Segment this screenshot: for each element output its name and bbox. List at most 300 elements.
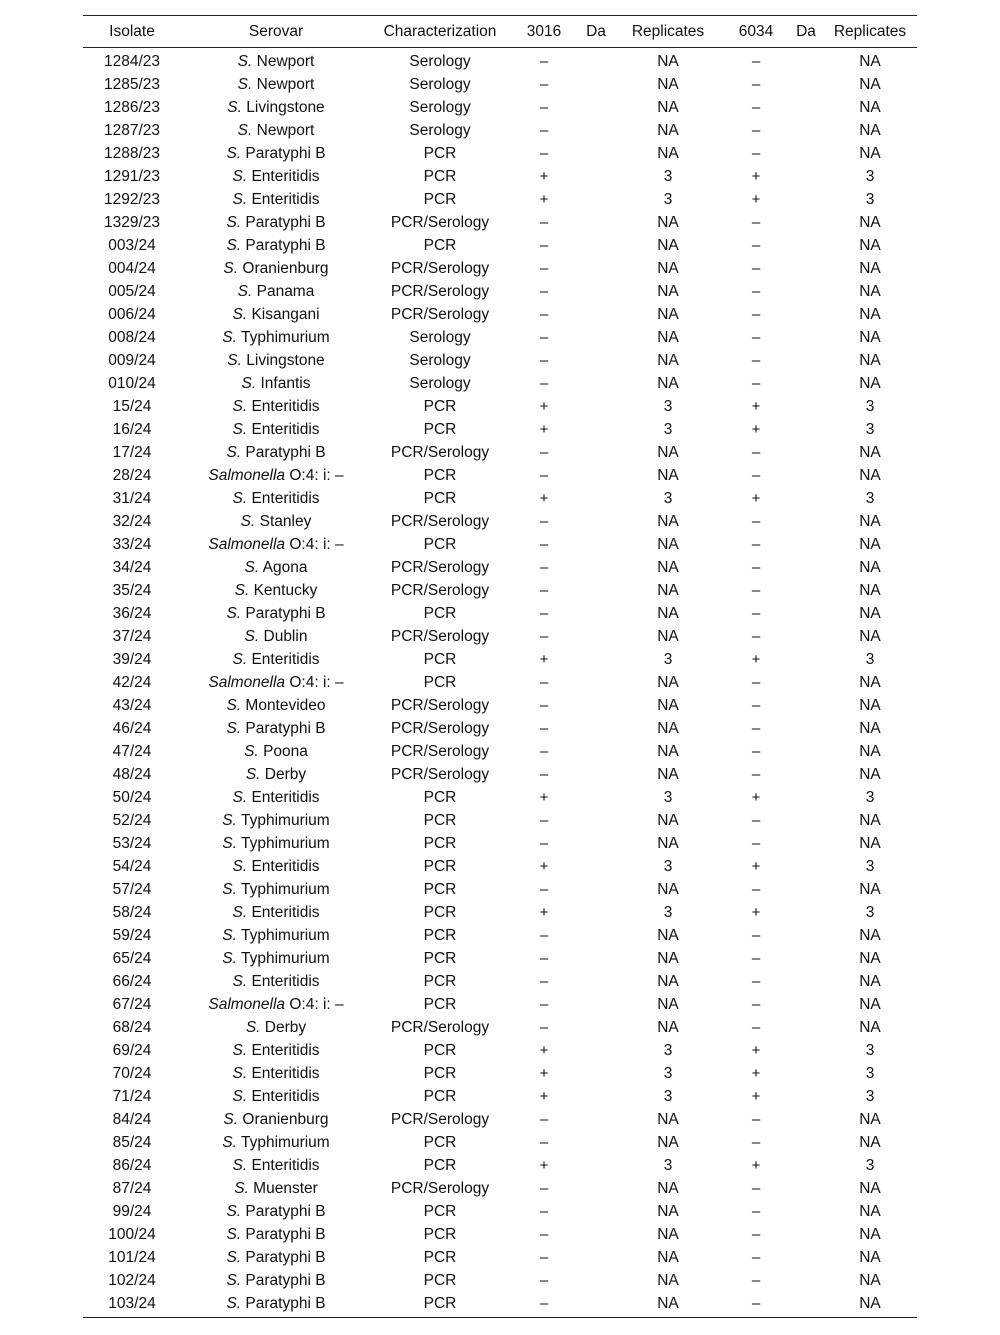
isolate-cell: 1291/23 xyxy=(103,167,161,185)
serovar-name: O:4: i: – xyxy=(289,535,344,553)
da-3016-cell xyxy=(579,1223,613,1246)
characterization-cell: Serology xyxy=(409,98,471,116)
serovar-cell xyxy=(181,694,371,717)
da-6034-cell xyxy=(789,96,823,119)
da-3016-cell xyxy=(579,625,613,648)
da-6034-cell xyxy=(789,855,823,878)
serovar-name: Enteritidis xyxy=(251,1064,320,1082)
da-6034-cell xyxy=(789,717,823,740)
table-row xyxy=(83,625,917,648)
serovar-name: Infantis xyxy=(260,374,311,392)
da-3016-cell xyxy=(579,809,613,832)
serovar-cell xyxy=(181,96,371,119)
characterization-cell: PCR xyxy=(423,949,457,967)
da-6034-cell xyxy=(789,901,823,924)
result-6034-cell: – xyxy=(751,375,761,392)
table-row xyxy=(83,257,917,280)
serovar-genus: S. xyxy=(226,144,242,162)
da-6034-cell xyxy=(789,1039,823,1062)
da-6034-cell xyxy=(789,1177,823,1200)
serovar-genus: S. xyxy=(244,627,260,645)
table-row xyxy=(83,855,917,878)
isolate-cell: 58/24 xyxy=(112,903,152,921)
table-row xyxy=(83,464,917,487)
result-6034-cell: + xyxy=(751,904,761,921)
result-6034-cell: + xyxy=(751,490,761,507)
replicates-6034-cell: 3 xyxy=(865,1041,875,1059)
da-6034-cell xyxy=(789,993,823,1016)
isolate-cell: 71/24 xyxy=(112,1087,152,1105)
da-3016-cell xyxy=(579,533,613,556)
table-row xyxy=(83,786,917,809)
replicates-3016-cell: NA xyxy=(657,1110,679,1128)
isolate-cell: 47/24 xyxy=(112,742,152,760)
characterization-cell: PCR xyxy=(423,144,457,162)
serovar-genus: S. xyxy=(226,1225,242,1243)
table-row xyxy=(83,809,917,832)
result-3016-cell: – xyxy=(539,973,549,990)
serovar-name: Enteritidis xyxy=(251,788,320,806)
replicates-6034-cell: NA xyxy=(859,765,881,783)
replicates-3016-cell: 3 xyxy=(663,420,673,438)
isolate-cell: 15/24 xyxy=(112,397,152,415)
da-3016-cell xyxy=(579,1108,613,1131)
isolate-cell: 005/24 xyxy=(108,282,156,300)
isolate-cell: 008/24 xyxy=(108,328,156,346)
table-row xyxy=(83,326,917,349)
replicates-3016-cell: NA xyxy=(657,282,679,300)
result-6034-cell: + xyxy=(751,858,761,875)
result-3016-cell: – xyxy=(539,375,549,392)
result-3016-cell: – xyxy=(509,1292,579,1318)
table-row xyxy=(83,556,917,579)
isolate-cell: 39/24 xyxy=(112,650,152,668)
da-6034-cell xyxy=(789,1223,823,1246)
serovar-cell xyxy=(181,510,371,533)
serovar-genus: S. xyxy=(232,1156,248,1174)
da-6034-cell xyxy=(789,1269,823,1292)
da-6034-cell xyxy=(789,579,823,602)
da-6034-cell xyxy=(789,786,823,809)
serovar-genus: S. xyxy=(245,1018,261,1036)
result-6034-cell: + xyxy=(751,1042,761,1059)
da-3016-cell xyxy=(579,1177,613,1200)
serovar-genus: S. xyxy=(237,52,253,70)
serovar-cell xyxy=(181,418,371,441)
serovar-name: Enteritidis xyxy=(251,397,320,415)
serovar-cell xyxy=(181,533,371,556)
characterization-cell: PCR xyxy=(423,1248,457,1266)
result-6034-cell: – xyxy=(751,743,761,760)
serovar-genus: S. xyxy=(222,949,237,967)
da-3016-cell xyxy=(579,142,613,165)
result-6034-cell: – xyxy=(751,283,761,300)
characterization-cell: PCR/Serology xyxy=(390,1018,490,1036)
da-3016-cell xyxy=(579,326,613,349)
serovar-cell xyxy=(181,1200,371,1223)
characterization-cell: PCR xyxy=(423,397,457,415)
characterization-cell: PCR xyxy=(423,1133,457,1151)
result-3016-cell: – xyxy=(539,99,549,116)
serovar-cell xyxy=(181,1223,371,1246)
isolate-cell: 54/24 xyxy=(112,857,152,875)
serovar-name: Enteritidis xyxy=(251,1156,320,1174)
serovar-cell xyxy=(181,441,371,464)
serovar-name: Paratyphi B xyxy=(245,1248,326,1266)
replicates-3016-cell: NA xyxy=(657,972,679,990)
serovar-cell xyxy=(181,257,371,280)
table-header xyxy=(83,16,917,48)
serovar-genus: S. xyxy=(226,1271,242,1289)
da-3016-cell xyxy=(579,441,613,464)
replicates-3016-cell: NA xyxy=(657,144,679,162)
isolate-cell: 48/24 xyxy=(112,765,152,783)
table-row xyxy=(83,1223,917,1246)
replicates-3016-cell: NA xyxy=(657,259,679,277)
replicates-3016-cell: NA xyxy=(657,52,679,70)
isolate-cell: 42/24 xyxy=(112,673,152,691)
replicates-6034-cell: 3 xyxy=(865,167,875,185)
da-3016-cell xyxy=(579,349,613,372)
da-6034-cell xyxy=(789,48,823,74)
replicates-6034-cell: NA xyxy=(859,75,881,93)
da-3016-cell xyxy=(579,694,613,717)
replicates-3016-cell: 3 xyxy=(663,903,673,921)
table-row xyxy=(83,211,917,234)
isolate-cell: 003/24 xyxy=(108,236,156,254)
isolate-cell: 17/24 xyxy=(112,443,152,461)
da-6034-cell xyxy=(789,1154,823,1177)
characterization-cell: Serology xyxy=(409,52,471,70)
characterization-cell: PCR xyxy=(371,1292,509,1318)
serovar-name: Newport xyxy=(256,52,315,70)
characterization-cell: PCR/Serology xyxy=(390,581,490,599)
isolate-cell: 009/24 xyxy=(108,351,156,369)
characterization-cell: PCR xyxy=(423,1156,457,1174)
da-6034-cell xyxy=(789,1016,823,1039)
serovar-genus: S. xyxy=(232,489,248,507)
serovar-name: Muenster xyxy=(253,1179,318,1197)
result-6034-cell: – xyxy=(751,881,761,898)
replicates-3016-cell: NA xyxy=(657,75,679,93)
result-6034-cell: – xyxy=(751,996,761,1013)
table-row xyxy=(83,1200,917,1223)
replicates-3016-cell: NA xyxy=(657,834,679,852)
serovar-genus: S. xyxy=(226,443,242,461)
characterization-cell: PCR/Serology xyxy=(390,558,490,576)
da-6034-cell xyxy=(789,303,823,326)
da-6034-cell xyxy=(789,671,823,694)
serovar-name: Livingstone xyxy=(246,98,325,116)
replicates-3016-cell: NA xyxy=(657,1202,679,1220)
characterization-cell: PCR/Serology xyxy=(390,305,490,323)
characterization-cell: PCR xyxy=(423,489,457,507)
result-6034-cell: – xyxy=(751,927,761,944)
serovar-genus: S. xyxy=(232,857,248,875)
replicates-3016-cell: NA xyxy=(657,466,679,484)
result-3016-cell: – xyxy=(539,766,549,783)
serovar-cell xyxy=(181,487,371,510)
replicates-6034-cell: NA xyxy=(859,834,881,852)
replicates-3016-cell: 3 xyxy=(663,788,673,806)
serovar-genus: S. xyxy=(234,1179,249,1197)
isolate-cell: 102/24 xyxy=(108,1271,156,1289)
replicates-6034-cell: 3 xyxy=(865,1087,875,1105)
serovar-name: Agona xyxy=(262,558,308,576)
table-row xyxy=(83,1131,917,1154)
isolate-cell: 101/24 xyxy=(108,1248,156,1266)
serovar-cell xyxy=(181,970,371,993)
table-row xyxy=(83,280,917,303)
result-3016-cell: – xyxy=(539,237,549,254)
replicates-6034-cell: NA xyxy=(859,811,881,829)
replicates-6034-cell: NA xyxy=(859,604,881,622)
replicates-3016-cell: NA xyxy=(613,1292,723,1318)
replicates-6034-cell: NA xyxy=(859,535,881,553)
result-6034-cell: + xyxy=(751,1088,761,1105)
serovar-genus: S. xyxy=(222,1133,237,1151)
result-3016-cell: + xyxy=(539,904,549,921)
serovar-genus: S. xyxy=(222,811,237,829)
da-6034-cell xyxy=(789,418,823,441)
result-3016-cell: – xyxy=(539,1226,549,1243)
result-3016-cell: – xyxy=(539,76,549,93)
table-row xyxy=(83,1016,917,1039)
serovar-name: Panama xyxy=(256,282,315,300)
serovar-genus: S. xyxy=(222,880,237,898)
serovar-cell xyxy=(181,142,371,165)
result-6034-cell: – xyxy=(751,122,761,139)
da-3016-cell xyxy=(579,487,613,510)
da-3016-cell xyxy=(579,1039,613,1062)
result-6034-cell: – xyxy=(751,605,761,622)
replicates-6034-cell: NA xyxy=(859,558,881,576)
serovar-genus: S. xyxy=(226,604,242,622)
serovar-genus: S. xyxy=(232,167,248,185)
serovar-genus: Salmonella xyxy=(208,535,286,553)
result-6034-cell: – xyxy=(723,1292,789,1318)
replicates-3016-cell: 3 xyxy=(663,1041,673,1059)
da-3016-cell xyxy=(579,234,613,257)
da-3016-cell xyxy=(579,165,613,188)
result-3016-cell: – xyxy=(539,996,549,1013)
result-3016-cell: – xyxy=(539,444,549,461)
replicates-3016-cell: NA xyxy=(657,581,679,599)
replicates-3016-cell: NA xyxy=(657,535,679,553)
replicates-3016-cell: NA xyxy=(657,1271,679,1289)
result-6034-cell: – xyxy=(751,214,761,231)
serovar-cell xyxy=(181,326,371,349)
characterization-cell: PCR/Serology xyxy=(390,765,490,783)
result-6034-cell: + xyxy=(751,398,761,415)
result-3016-cell: – xyxy=(539,329,549,346)
da-6034-cell xyxy=(789,1108,823,1131)
result-6034-cell: – xyxy=(751,99,761,116)
isolate-cell: 36/24 xyxy=(112,604,152,622)
serovar-name: Paratyphi B xyxy=(245,213,326,231)
serovar-cell xyxy=(181,901,371,924)
serovar-name: Paratyphi B xyxy=(245,604,326,622)
result-6034-cell: + xyxy=(751,421,761,438)
da-6034-cell xyxy=(789,625,823,648)
da-6034-cell xyxy=(789,924,823,947)
da-3016-cell xyxy=(579,510,613,533)
serovar-cell xyxy=(181,648,371,671)
header-3016: 3016 xyxy=(526,22,562,40)
serovar-genus: S. xyxy=(237,282,253,300)
replicates-6034-cell: 3 xyxy=(865,489,875,507)
characterization-cell: PCR xyxy=(423,604,457,622)
serovar-genus: S. xyxy=(240,512,256,530)
results-table xyxy=(83,15,917,1318)
serovar-name: Newport xyxy=(256,121,315,139)
serovar-name: Enteritidis xyxy=(251,420,320,438)
replicates-3016-cell: 3 xyxy=(663,857,673,875)
replicates-3016-cell: NA xyxy=(657,696,679,714)
characterization-cell: PCR xyxy=(423,1041,457,1059)
serovar-genus: S. xyxy=(232,788,248,806)
serovar-genus: S. xyxy=(232,1064,248,1082)
result-6034-cell: + xyxy=(751,191,761,208)
da-6034-cell xyxy=(789,694,823,717)
replicates-6034-cell: 3 xyxy=(865,397,875,415)
result-6034-cell: – xyxy=(751,1134,761,1151)
replicates-6034-cell: NA xyxy=(859,1018,881,1036)
result-3016-cell: + xyxy=(539,1088,549,1105)
serovar-name: Stanley xyxy=(259,512,312,530)
table-row xyxy=(83,602,917,625)
serovar-name: Enteritidis xyxy=(251,167,320,185)
result-6034-cell: – xyxy=(751,559,761,576)
isolate-cell: 1286/23 xyxy=(103,98,161,116)
result-3016-cell: – xyxy=(539,1134,549,1151)
replicates-3016-cell: 3 xyxy=(663,190,673,208)
serovar-cell xyxy=(181,395,371,418)
serovar-cell xyxy=(181,372,371,395)
da-3016-cell xyxy=(579,901,613,924)
da-3016-cell xyxy=(579,211,613,234)
isolate-cell: 43/24 xyxy=(112,696,152,714)
da-6034-cell xyxy=(789,832,823,855)
da-3016-cell xyxy=(579,119,613,142)
replicates-3016-cell: 3 xyxy=(663,1087,673,1105)
characterization-cell: Serology xyxy=(409,351,471,369)
result-6034-cell: + xyxy=(751,789,761,806)
result-6034-cell: – xyxy=(751,329,761,346)
serovar-genus: S. xyxy=(241,374,257,392)
result-6034-cell: – xyxy=(751,973,761,990)
isolate-cell: 1285/23 xyxy=(103,75,161,93)
replicates-3016-cell: NA xyxy=(657,1018,679,1036)
serovar-cell xyxy=(181,349,371,372)
result-6034-cell: – xyxy=(751,260,761,277)
result-3016-cell: + xyxy=(539,1065,549,1082)
serovar-genus: S. xyxy=(232,650,248,668)
serovar-cell xyxy=(181,763,371,786)
isolate-cell: 53/24 xyxy=(112,834,152,852)
da-3016-cell xyxy=(579,740,613,763)
serovar-cell xyxy=(181,1177,371,1200)
result-3016-cell: – xyxy=(539,1180,549,1197)
isolate-cell: 1284/23 xyxy=(103,52,161,70)
da-3016-cell xyxy=(579,464,613,487)
replicates-6034-cell: NA xyxy=(859,236,881,254)
result-6034-cell: – xyxy=(751,674,761,691)
replicates-6034-cell: NA xyxy=(859,213,881,231)
result-3016-cell: – xyxy=(539,260,549,277)
characterization-cell: PCR/Serology xyxy=(390,259,490,277)
result-6034-cell: – xyxy=(751,53,761,70)
result-3016-cell: + xyxy=(539,168,549,185)
replicates-3016-cell: 3 xyxy=(663,1156,673,1174)
replicates-3016-cell: NA xyxy=(657,351,679,369)
result-3016-cell: – xyxy=(539,927,549,944)
da-6034-cell xyxy=(789,372,823,395)
table-row xyxy=(83,1085,917,1108)
result-6034-cell: + xyxy=(751,651,761,668)
isolate-cell: 46/24 xyxy=(112,719,152,737)
replicates-6034-cell: NA xyxy=(859,1179,881,1197)
serovar-cell xyxy=(181,878,371,901)
replicates-6034-cell: 3 xyxy=(865,420,875,438)
result-6034-cell: – xyxy=(751,766,761,783)
da-3016-cell xyxy=(579,1131,613,1154)
replicates-3016-cell: NA xyxy=(657,880,679,898)
serovar-name: Derby xyxy=(264,1018,307,1036)
serovar-name: Dublin xyxy=(263,627,308,645)
serovar-cell xyxy=(181,924,371,947)
serovar-genus: S. xyxy=(226,1294,242,1312)
replicates-3016-cell: NA xyxy=(657,1248,679,1266)
da-3016-cell xyxy=(579,188,613,211)
header-replicates-6034: Replicates xyxy=(833,22,907,40)
characterization-cell: Serology xyxy=(409,374,471,392)
table-row xyxy=(83,510,917,533)
result-6034-cell: – xyxy=(751,467,761,484)
serovar-genus: S. xyxy=(226,236,242,254)
da-6034-cell xyxy=(789,464,823,487)
table-row xyxy=(83,418,917,441)
result-6034-cell: – xyxy=(751,145,761,162)
characterization-cell: PCR/Serology xyxy=(390,1179,490,1197)
da-3016-cell xyxy=(579,418,613,441)
serovar-name: Newport xyxy=(256,75,315,93)
result-6034-cell: – xyxy=(751,812,761,829)
serovar-genus: S. xyxy=(223,1110,239,1128)
characterization-cell: PCR xyxy=(423,236,457,254)
characterization-cell: PCR xyxy=(423,926,457,944)
serovar-name: Poona xyxy=(263,742,308,760)
replicates-6034-cell: NA xyxy=(859,719,881,737)
da-3016-cell xyxy=(579,1062,613,1085)
da-6034-cell xyxy=(789,441,823,464)
table-row xyxy=(83,303,917,326)
characterization-cell: PCR xyxy=(423,190,457,208)
da-6034-cell xyxy=(789,602,823,625)
serovar-cell xyxy=(181,717,371,740)
isolate-cell: 86/24 xyxy=(112,1156,152,1174)
replicates-3016-cell: NA xyxy=(657,1179,679,1197)
serovar-cell xyxy=(181,188,371,211)
isolate-cell: 50/24 xyxy=(112,788,152,806)
serovar-name: O:4: i: – xyxy=(289,466,344,484)
da-3016-cell xyxy=(579,786,613,809)
characterization-cell: PCR/Serology xyxy=(390,696,490,714)
replicates-6034-cell: 3 xyxy=(865,788,875,806)
serovar-cell xyxy=(181,556,371,579)
replicates-6034-cell: NA xyxy=(859,995,881,1013)
replicates-3016-cell: 3 xyxy=(663,650,673,668)
